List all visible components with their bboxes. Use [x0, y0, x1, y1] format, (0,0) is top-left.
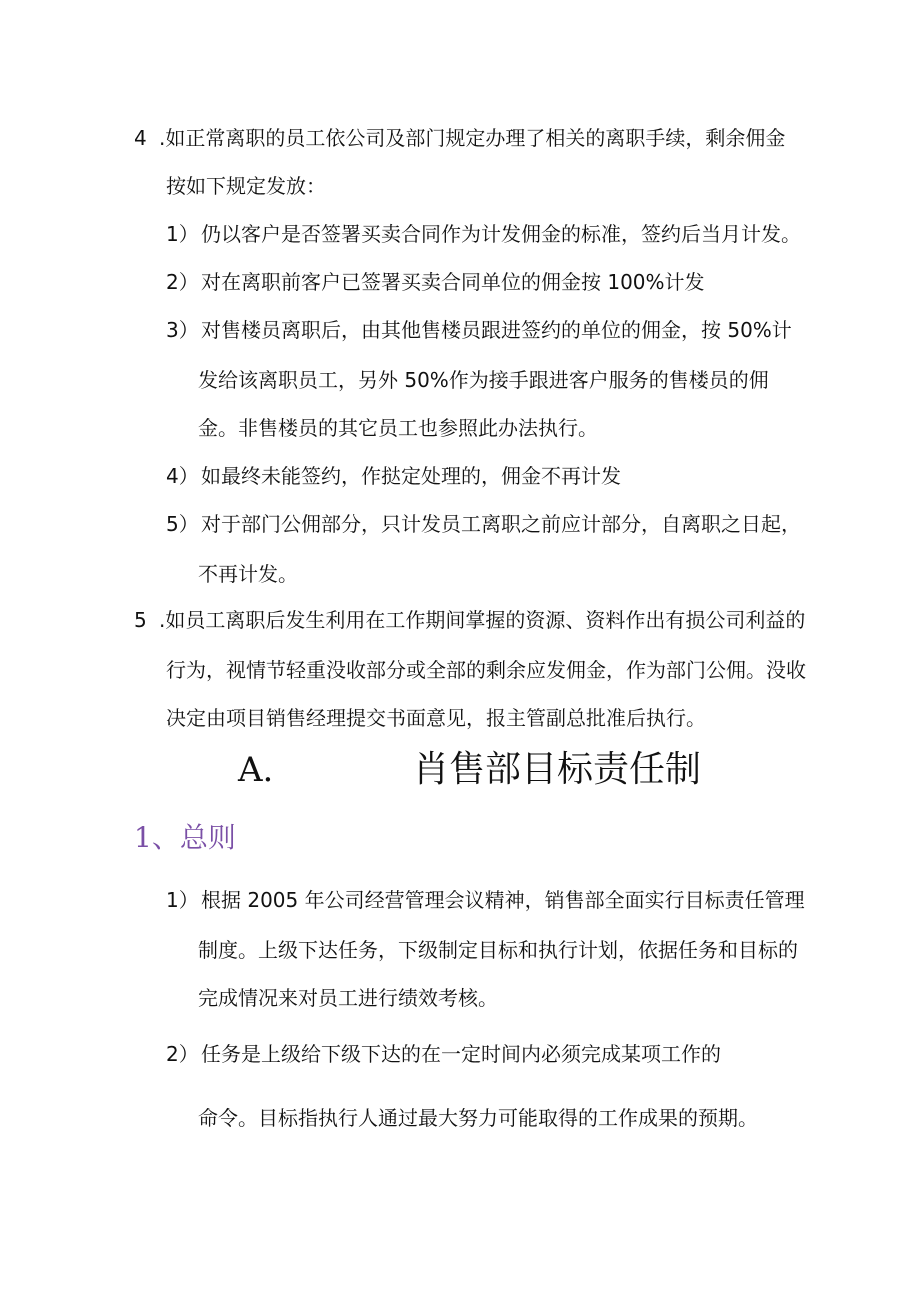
section-title: 肖售部目标责任制 — [413, 749, 702, 790]
item-4-5-text-1: 对于部门公佣部分，只计发员工离职之前应计部分，自离职之日起， — [201, 512, 801, 536]
item-4-line-1: .如正常离职的员工依公司及部门规定办理了相关的离职手续，剩余佣金 — [159, 126, 786, 150]
section-letter: A. — [238, 750, 274, 790]
item-5-number: 5 — [134, 608, 147, 632]
item-4-5-text-2: 不再计发。 — [198, 562, 298, 586]
item-4-2-text: 对在离职前客户已签署买卖合同单位的佣金按 100%计发 — [201, 270, 705, 294]
subsection-heading: 1、总则 — [134, 821, 236, 854]
item-5-line-1: .如员工离职后发生利用在工作期间掌握的资源、资料作出有损公司利益的 — [159, 608, 806, 632]
general-2-text-1: 任务是上级给下级下达的在一定时间内必须完成某项工作的 — [201, 1042, 721, 1066]
item-4-3-text-3: 金。非售楼员的其它员工也参照此办法执行。 — [198, 416, 598, 440]
general-1-label: 1） — [166, 888, 199, 912]
item-4-3-text-1: 对售楼员离职后，由其他售楼员跟进签约的单位的佣金，按 50%计 — [201, 318, 792, 342]
general-2-text-2: 命令。目标指执行人通过最大努力可能取得的工作成果的预期。 — [198, 1106, 758, 1130]
item-4-3-text-2: 发给该离职员工，另外 50%作为接手跟进客户服务的售楼员的佣 — [198, 368, 769, 392]
item-4-number: 4 — [134, 126, 147, 150]
general-1-text-3: 完成情况来对员工进行绩效考核。 — [198, 986, 498, 1010]
item-4-2-label: 2） — [166, 270, 199, 294]
general-2-label: 2） — [166, 1042, 199, 1066]
item-4-5-label: 5） — [166, 512, 199, 536]
item-4-4-label: 4） — [166, 464, 199, 488]
item-5-line-2: 行为，视情节轻重没收部分或全部的剩余应发佣金，作为部门公佣。没收 — [166, 658, 806, 682]
item-4-1-text: 仍以客户是否签署买卖合同作为计发佣金的标准，签约后当月计发。 — [201, 222, 801, 246]
item-4-3-label: 3） — [166, 318, 199, 342]
general-1-text-2: 制度。上级下达任务，下级制定目标和执行计划，依据任务和目标的 — [198, 938, 798, 962]
item-4-line-2: 按如下规定发放： — [166, 174, 326, 198]
general-1-text-1: 根据 2005 年公司经营管理会议精神，销售部全面实行目标责任管理 — [201, 888, 805, 912]
item-4-4-text: 如最终未能签约，作挞定处理的，佣金不再计发 — [201, 464, 621, 488]
item-5-line-3: 决定由项目销售经理提交书面意见，报主管副总批准后执行。 — [166, 706, 706, 730]
item-4-1-label: 1） — [166, 222, 199, 246]
